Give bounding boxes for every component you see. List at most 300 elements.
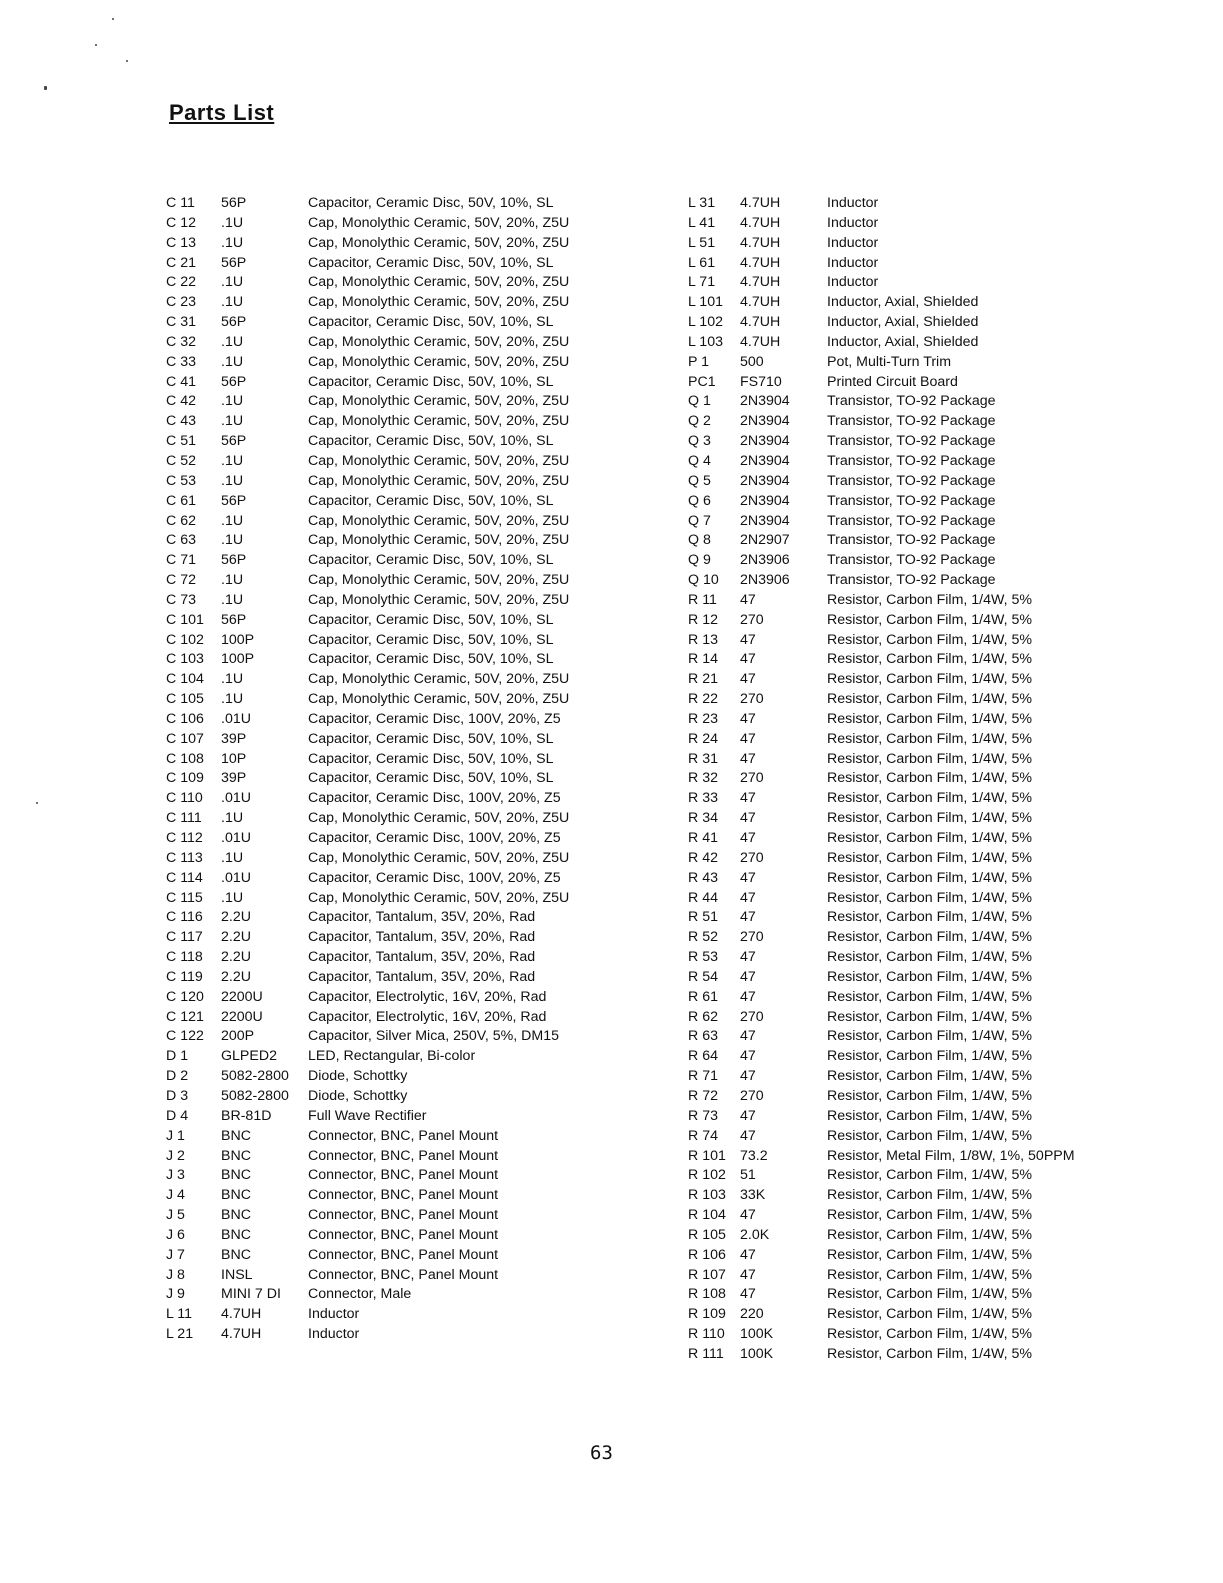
part-value: 270 [740, 1008, 764, 1025]
part-reference: C 114 [166, 869, 203, 886]
parts-row [166, 472, 569, 492]
part-reference: PC1 [688, 373, 716, 390]
part-description: Capacitor, Ceramic Disc, 50V, 10%, SL [308, 492, 554, 509]
parts-row [166, 1087, 569, 1107]
part-reference: R 52 [688, 929, 718, 946]
part-value: 2N2907 [740, 532, 790, 549]
part-reference: R 21 [688, 671, 718, 688]
parts-row [166, 392, 569, 412]
part-description: Resistor, Carbon Film, 1/4W, 5% [827, 929, 1032, 946]
part-value: 100P [221, 631, 255, 648]
part-value: 270 [740, 691, 764, 708]
part-value: 39P [221, 730, 247, 747]
part-value: 2N3904 [740, 393, 790, 410]
part-value: .01U [221, 790, 251, 807]
parts-row [166, 690, 569, 710]
part-reference: Q 6 [688, 492, 711, 509]
part-description: Resistor, Carbon Film, 1/4W, 5% [827, 1107, 1032, 1124]
part-reference: R 111 [688, 1345, 724, 1362]
part-value: .1U [221, 413, 244, 430]
part-value: 56P [221, 492, 247, 509]
scan-speck [112, 18, 114, 20]
part-description: Cap, Monolythic Ceramic, 50V, 20%, Z5U [308, 691, 570, 708]
part-description: Inductor, Axial, Shielded [827, 314, 979, 331]
part-description: Inductor [827, 195, 879, 211]
part-description: Transistor, TO-92 Package [827, 532, 996, 549]
part-value: 2.2U [221, 929, 251, 946]
part-reference: R 13 [688, 631, 718, 648]
parts-row [688, 551, 1075, 571]
part-description: Resistor, Carbon Film, 1/4W, 5% [827, 949, 1032, 966]
part-value: 56P [221, 433, 247, 450]
part-reference: C 11 [166, 195, 195, 211]
part-value: 47 [740, 968, 756, 985]
part-value: 47 [740, 810, 756, 827]
parts-row [166, 869, 569, 889]
parts-row [166, 1285, 569, 1305]
part-value: 2200U [221, 1008, 263, 1025]
part-reference: J 6 [166, 1226, 185, 1243]
part-description: Capacitor, Tantalum, 35V, 20%, Rad [308, 949, 536, 966]
part-description: Resistor, Carbon Film, 1/4W, 5% [827, 750, 1032, 767]
part-description: Transistor, TO-92 Package [827, 472, 996, 489]
parts-row [688, 194, 1075, 214]
parts-row [166, 1226, 569, 1246]
part-value: .01U [221, 710, 251, 727]
part-description: Transistor, TO-92 Package [827, 413, 996, 430]
part-reference: L 101 [688, 294, 723, 311]
part-description: Resistor, Carbon Film, 1/4W, 5% [827, 790, 1032, 807]
parts-row [688, 1206, 1075, 1226]
parts-row [166, 829, 569, 849]
part-reference: D 2 [166, 1068, 189, 1085]
part-value: 33K [740, 1187, 766, 1204]
part-reference: R 23 [688, 710, 718, 727]
part-reference: L 41 [688, 214, 716, 231]
parts-row [688, 392, 1075, 412]
part-reference: C 109 [166, 770, 204, 787]
part-value: 47 [740, 830, 756, 846]
part-value: 100K [740, 1326, 774, 1343]
part-value: 4.7UH [221, 1326, 262, 1343]
parts-row [688, 1226, 1075, 1246]
part-description: Resistor, Carbon Film, 1/4W, 5% [827, 849, 1032, 866]
parts-row [166, 1027, 569, 1047]
part-description: Capacitor, Silver Mica, 250V, 5%, DM15 [308, 1028, 560, 1045]
part-description: Resistor, Carbon Film, 1/4W, 5% [827, 1345, 1032, 1362]
part-description: Cap, Monolythic Ceramic, 50V, 20%, Z5U [308, 333, 570, 350]
part-reference: R 61 [688, 988, 718, 1005]
part-reference: R 41 [688, 830, 718, 846]
parts-row [688, 254, 1075, 274]
parts-row [688, 1325, 1075, 1345]
parts-row [688, 631, 1075, 651]
parts-row [688, 730, 1075, 750]
part-value: 56P [221, 611, 247, 628]
part-value: 270 [740, 1087, 764, 1104]
part-value: BNC [221, 1226, 251, 1243]
part-description: Capacitor, Electrolytic, 16V, 20%, Rad [308, 1008, 547, 1025]
parts-row [166, 849, 569, 869]
part-value: 2N3904 [740, 512, 790, 529]
parts-row [688, 214, 1075, 234]
part-description: Resistor, Carbon Film, 1/4W, 5% [827, 1286, 1032, 1303]
part-value: .1U [221, 572, 244, 589]
part-reference: D 4 [166, 1107, 189, 1124]
part-reference: C 113 [166, 849, 203, 866]
part-value: .1U [221, 810, 244, 827]
part-reference: R 102 [688, 1167, 726, 1184]
parts-row [166, 234, 569, 254]
parts-row [166, 928, 569, 948]
parts-row [166, 1107, 569, 1127]
part-value: 47 [740, 1207, 756, 1224]
part-value: 2N3904 [740, 413, 790, 430]
part-description: Resistor, Carbon Film, 1/4W, 5% [827, 671, 1032, 688]
part-value: .1U [221, 353, 244, 370]
part-reference: Q 9 [688, 552, 711, 569]
parts-row [166, 254, 569, 274]
part-reference: R 109 [688, 1306, 726, 1323]
part-reference: J 3 [166, 1167, 185, 1184]
part-value: .1U [221, 889, 244, 906]
part-description: Cap, Monolythic Ceramic, 50V, 20%, Z5U [308, 591, 570, 608]
parts-row [166, 1166, 569, 1186]
part-reference: C 110 [166, 790, 203, 807]
part-reference: C 41 [166, 373, 196, 390]
parts-row [688, 1107, 1075, 1127]
part-description: Resistor, Carbon Film, 1/4W, 5% [827, 909, 1032, 926]
part-reference: C 33 [166, 353, 196, 370]
parts-row [166, 412, 569, 432]
part-description: Cap, Monolythic Ceramic, 50V, 20%, Z5U [308, 671, 570, 688]
page-number: 63 [590, 1442, 613, 1464]
parts-row [688, 373, 1075, 393]
part-reference: C 122 [166, 1028, 204, 1045]
part-description: Resistor, Carbon Film, 1/4W, 5% [827, 1326, 1032, 1343]
part-value: 2N3906 [740, 572, 790, 589]
parts-row [688, 1067, 1075, 1087]
parts-row [688, 591, 1075, 611]
parts-row [166, 214, 569, 234]
parts-row [166, 968, 569, 988]
part-reference: J 9 [166, 1286, 185, 1303]
parts-row [688, 472, 1075, 492]
part-description: Capacitor, Ceramic Disc, 50V, 10%, SL [308, 254, 554, 271]
part-reference: L 31 [688, 195, 716, 211]
part-reference: P 1 [688, 353, 710, 370]
parts-row [166, 809, 569, 829]
part-reference: R 104 [688, 1207, 726, 1224]
part-reference: C 108 [166, 750, 204, 767]
part-value: FS710 [740, 373, 782, 390]
part-value: .1U [221, 452, 244, 469]
part-value: 10P [221, 750, 247, 767]
part-value: 47 [740, 631, 756, 648]
part-reference: R 106 [688, 1246, 726, 1263]
part-reference: R 74 [688, 1127, 718, 1144]
part-description: Transistor, TO-92 Package [827, 393, 996, 410]
part-description: Resistor, Carbon Film, 1/4W, 5% [827, 730, 1032, 747]
part-value: 2200U [221, 988, 263, 1005]
scan-speck [126, 60, 128, 62]
part-reference: C 119 [166, 968, 203, 985]
part-description: Resistor, Carbon Film, 1/4W, 5% [827, 1226, 1032, 1243]
parts-row [688, 1047, 1075, 1067]
part-value: 2.0K [740, 1226, 770, 1243]
part-reference: C 71 [166, 552, 196, 569]
parts-row [688, 234, 1075, 254]
part-description: Transistor, TO-92 Package [827, 552, 996, 569]
parts-row [688, 1186, 1075, 1206]
part-value: 47 [740, 1246, 756, 1263]
parts-row [688, 670, 1075, 690]
part-reference: Q 1 [688, 393, 711, 410]
part-description: Inductor [827, 214, 879, 231]
parts-row [166, 1246, 569, 1266]
parts-row [688, 710, 1075, 730]
part-reference: L 21 [166, 1326, 194, 1343]
part-reference: L 61 [688, 254, 716, 271]
part-value: 4.7UH [221, 1306, 262, 1323]
part-value: .1U [221, 671, 244, 688]
part-description: Transistor, TO-92 Package [827, 512, 996, 529]
part-value: BNC [221, 1147, 251, 1164]
part-value: 270 [740, 770, 764, 787]
parts-row [166, 353, 569, 373]
parts-row [688, 1285, 1075, 1305]
part-value: BNC [221, 1187, 251, 1204]
part-description: Capacitor, Ceramic Disc, 50V, 10%, SL [308, 611, 554, 628]
part-reference: J 2 [166, 1147, 185, 1164]
part-reference: C 105 [166, 691, 204, 708]
part-description: Resistor, Carbon Film, 1/4W, 5% [827, 611, 1032, 628]
parts-row [688, 750, 1075, 770]
parts-row [166, 551, 569, 571]
part-description: Capacitor, Ceramic Disc, 50V, 10%, SL [308, 750, 554, 767]
part-reference: R 108 [688, 1286, 726, 1303]
part-value: 270 [740, 929, 764, 946]
parts-row [166, 531, 569, 551]
part-reference: R 33 [688, 790, 718, 807]
part-description: Resistor, Carbon Film, 1/4W, 5% [827, 810, 1032, 827]
part-value: 47 [740, 1286, 756, 1303]
part-value: 270 [740, 611, 764, 628]
part-description: Resistor, Carbon Film, 1/4W, 5% [827, 710, 1032, 727]
parts-row [166, 333, 569, 353]
part-reference: C 31 [166, 314, 196, 331]
part-value: 47 [740, 1127, 756, 1144]
part-reference: R 22 [688, 691, 718, 708]
parts-row [688, 452, 1075, 472]
part-reference: C 13 [166, 234, 196, 251]
part-value: 56P [221, 314, 247, 331]
part-description: Capacitor, Ceramic Disc, 50V, 10%, SL [308, 552, 554, 569]
part-description: Inductor [827, 254, 879, 271]
part-value: 2N3906 [740, 552, 790, 569]
part-value: .1U [221, 393, 244, 410]
parts-row [688, 809, 1075, 829]
part-value: 47 [740, 591, 756, 608]
part-description: Connector, BNC, Panel Mount [308, 1187, 499, 1204]
part-description: Connector, BNC, Panel Mount [308, 1226, 499, 1243]
part-value: 5082-2800 [221, 1087, 289, 1104]
part-reference: L 103 [688, 333, 723, 350]
part-reference: R 53 [688, 949, 718, 966]
part-description: Connector, BNC, Panel Mount [308, 1127, 499, 1144]
part-description: Capacitor, Tantalum, 35V, 20%, Rad [308, 968, 536, 985]
part-reference: C 111 [166, 810, 202, 827]
parts-row [166, 293, 569, 313]
part-description: Inductor [827, 234, 879, 251]
part-description: Resistor, Carbon Film, 1/4W, 5% [827, 1207, 1032, 1224]
parts-row [688, 1087, 1075, 1107]
parts-row [688, 829, 1075, 849]
part-reference: C 121 [166, 1008, 204, 1025]
part-description: Resistor, Carbon Film, 1/4W, 5% [827, 1127, 1032, 1144]
part-value: 4.7UH [740, 274, 781, 291]
part-reference: L 102 [688, 314, 723, 331]
parts-row [688, 1345, 1075, 1365]
part-description: Inductor, Axial, Shielded [827, 294, 979, 311]
part-value: 39P [221, 770, 247, 787]
part-reference: C 43 [166, 413, 196, 430]
part-value: .1U [221, 333, 244, 350]
part-value: 100P [221, 651, 255, 668]
parts-list-right-column [688, 194, 1075, 1365]
parts-row [688, 908, 1075, 928]
part-description: Diode, Schottky [308, 1087, 408, 1104]
part-value: 4.7UH [740, 214, 781, 231]
part-reference: Q 3 [688, 433, 711, 450]
parts-row [166, 1305, 569, 1325]
part-value: 47 [740, 730, 756, 747]
part-value: 47 [740, 869, 756, 886]
parts-row [688, 1246, 1075, 1266]
part-reference: R 32 [688, 770, 718, 787]
part-value: .1U [221, 849, 244, 866]
part-description: Resistor, Carbon Film, 1/4W, 5% [827, 770, 1032, 787]
part-reference: C 23 [166, 294, 196, 311]
part-reference: D 3 [166, 1087, 189, 1104]
part-value: 56P [221, 254, 247, 271]
parts-row [688, 1027, 1075, 1047]
parts-row [166, 1325, 569, 1345]
part-value: GLPED2 [221, 1048, 277, 1065]
parts-row [688, 1008, 1075, 1028]
part-value: 47 [740, 909, 756, 926]
part-reference: R 71 [688, 1068, 718, 1085]
parts-row [166, 1008, 569, 1028]
parts-row [688, 1166, 1075, 1186]
part-value: 4.7UH [740, 333, 781, 350]
page-title: Parts List [169, 100, 275, 125]
parts-list-left-column [166, 194, 569, 1345]
parts-row [166, 194, 569, 214]
part-description: Inductor [308, 1306, 360, 1323]
part-reference: R 14 [688, 651, 718, 668]
parts-row [166, 1067, 569, 1087]
part-description: Pot, Multi-Turn Trim [827, 353, 952, 370]
part-value: 47 [740, 1068, 756, 1085]
parts-row [688, 273, 1075, 293]
part-value: .1U [221, 512, 244, 529]
part-description: Cap, Monolythic Ceramic, 50V, 20%, Z5U [308, 532, 570, 549]
part-description: Resistor, Carbon Film, 1/4W, 5% [827, 1068, 1032, 1085]
part-reference: Q 2 [688, 413, 711, 430]
part-reference: C 32 [166, 333, 196, 350]
parts-row [688, 293, 1075, 313]
part-value: 500 [740, 353, 764, 370]
part-value: 4.7UH [740, 254, 781, 271]
part-value: 56P [221, 552, 247, 569]
parts-row [688, 611, 1075, 631]
part-value: 47 [740, 949, 756, 966]
part-reference: C 52 [166, 452, 196, 469]
parts-row [166, 1147, 569, 1167]
parts-row [166, 273, 569, 293]
part-reference: R 42 [688, 849, 718, 866]
part-description: Cap, Monolythic Ceramic, 50V, 20%, Z5U [308, 353, 570, 370]
part-description: Connector, Male [308, 1286, 412, 1303]
part-value: 47 [740, 988, 756, 1005]
part-reference: R 72 [688, 1087, 718, 1104]
part-description: Capacitor, Ceramic Disc, 50V, 10%, SL [308, 373, 554, 390]
parts-row [688, 353, 1075, 373]
part-description: Resistor, Carbon Film, 1/4W, 5% [827, 1246, 1032, 1263]
part-description: Capacitor, Ceramic Disc, 100V, 20%, Z5 [308, 790, 561, 807]
parts-row [688, 492, 1075, 512]
part-reference: C 22 [166, 274, 196, 291]
part-reference: C 107 [166, 730, 204, 747]
part-value: MINI 7 DI [221, 1286, 281, 1303]
parts-row [688, 333, 1075, 353]
parts-row [166, 373, 569, 393]
part-description: Capacitor, Electrolytic, 16V, 20%, Rad [308, 988, 547, 1005]
part-description: Resistor, Carbon Film, 1/4W, 5% [827, 968, 1032, 985]
part-reference: R 110 [688, 1326, 725, 1343]
parts-row [166, 512, 569, 532]
parts-row [688, 650, 1075, 670]
parts-row [166, 908, 569, 928]
part-reference: R 62 [688, 1008, 718, 1025]
parts-row [688, 571, 1075, 591]
parts-row [688, 849, 1075, 869]
part-reference: R 24 [688, 730, 718, 747]
part-description: Resistor, Carbon Film, 1/4W, 5% [827, 591, 1032, 608]
parts-row [166, 750, 569, 770]
parts-row [166, 650, 569, 670]
parts-row [688, 948, 1075, 968]
part-reference: C 62 [166, 512, 196, 529]
part-description: Resistor, Carbon Film, 1/4W, 5% [827, 1087, 1032, 1104]
parts-row [688, 869, 1075, 889]
part-reference: C 72 [166, 572, 196, 589]
part-reference: Q 10 [688, 572, 719, 589]
scan-speck [95, 44, 97, 46]
part-reference: C 101 [166, 611, 204, 628]
part-reference: R 11 [688, 591, 717, 608]
parts-row [166, 789, 569, 809]
part-description: Resistor, Carbon Film, 1/4W, 5% [827, 1028, 1032, 1045]
part-value: 2N3904 [740, 492, 790, 509]
parts-row [688, 789, 1075, 809]
part-reference: C 117 [166, 929, 203, 946]
part-value: 47 [740, 710, 756, 727]
part-reference: C 61 [166, 492, 196, 509]
part-value: 2N3904 [740, 472, 790, 489]
parts-row [688, 889, 1075, 909]
